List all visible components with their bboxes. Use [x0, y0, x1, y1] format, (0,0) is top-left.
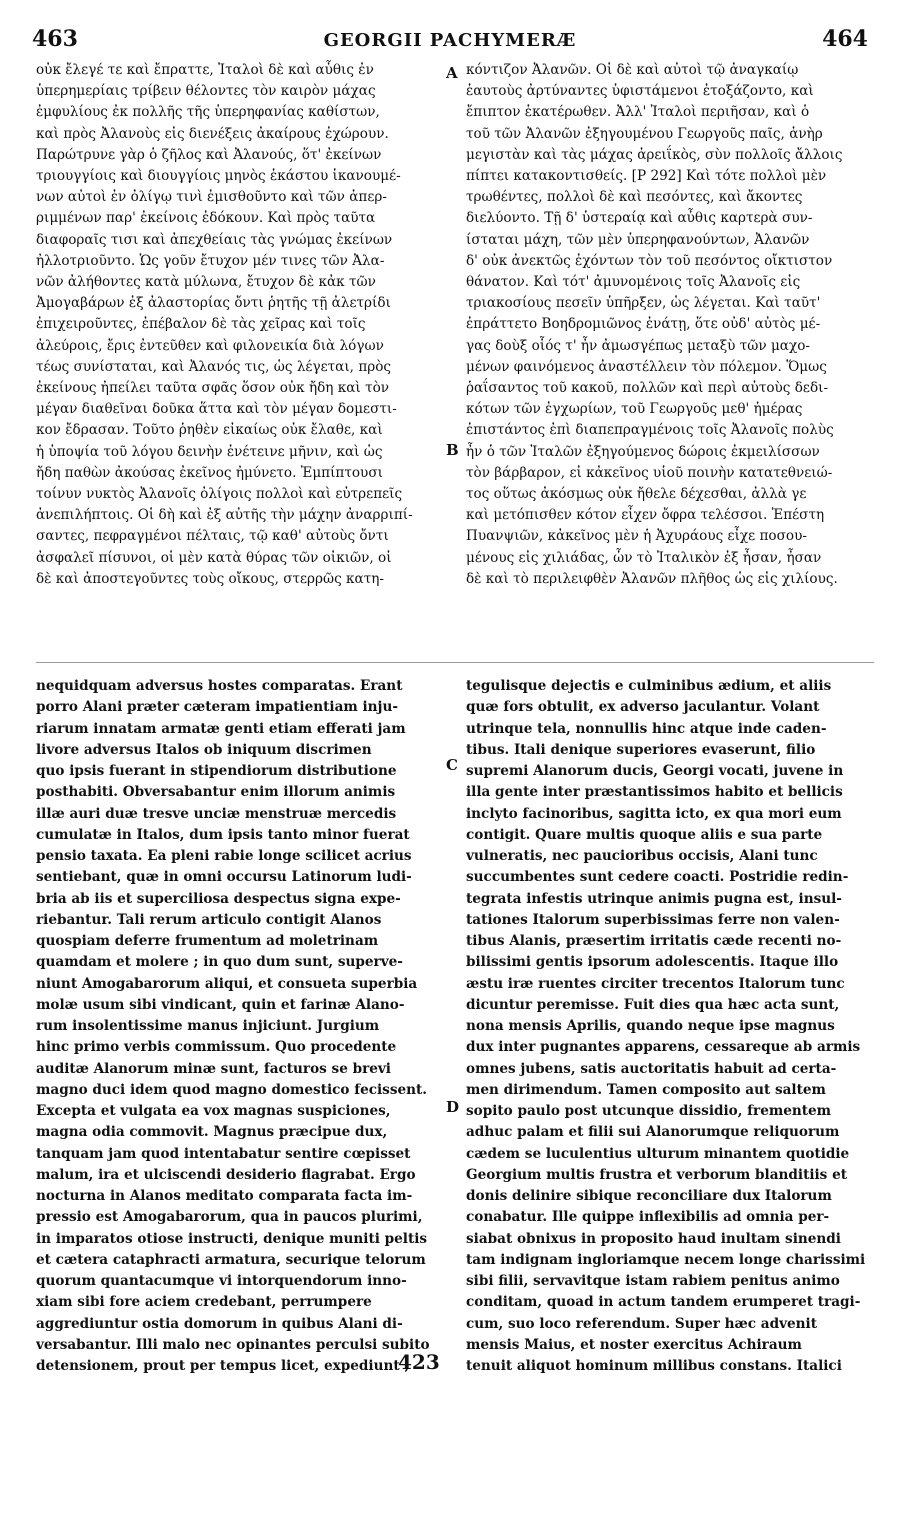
- text-line: δὲ καὶ ἀποστεγοῦντες τοὺς οἴκους, στερρῶς κατη-: [36, 570, 384, 587]
- text-line: vulneratis, nec paucioribus occisis, Alani tunc: [466, 848, 818, 864]
- text-line: omnes jubens, satis auctoritatis habuit ad certa-: [466, 1060, 837, 1077]
- text-line: æstu iræ ruentes circiter trecentos Italorum tunc: [466, 975, 845, 992]
- section-marker-d: D: [446, 1098, 460, 1116]
- text-line: versabantur. Illi malo nec opinantes perculsi subito: [36, 1336, 430, 1353]
- text-line: tam indignam ingloriamque necem longe charissimi: [466, 1251, 866, 1268]
- text-line: sibi filii, servavitque istam rabiem penitus animo: [466, 1273, 840, 1289]
- text-line: utrinque tela, nonnullis hinc atque inde caden-: [466, 720, 827, 737]
- text-line: ἤδη παθὼν ἀκούσας ἐκεῖνος ἠμύνετο. Ἐμπίπτουσι: [36, 464, 383, 481]
- section-marker-a: A: [446, 64, 458, 82]
- text-line: κον ἔδρασαν. Τοῦτο ῥηθὲν εἰκαίως οὐκ ἔλαθε, καὶ: [36, 422, 383, 439]
- page-number-right: 464: [822, 26, 868, 52]
- text-line: τοίνυν νυκτὸς Ἀλανοῖς ὀλίγοις πολλοὶ καὶ εὐτρεπεῖς: [36, 486, 403, 503]
- text-line: ἐπράττετο Βοηδρομιῶνος ἐνάτῃ, ὅτε οὐδ' αὐτὸς μέ-: [466, 316, 821, 333]
- text-line: livore adversus Italos ob iniquum discrimen: [36, 741, 372, 758]
- text-line: πίπτει κατακοντισθείς. [P 292] Καὶ τότε πολλοὶ μὲν: [466, 168, 827, 185]
- text-line: tegulisque dejectis e culminibus ædium, et aliis: [466, 678, 832, 694]
- text-line: sopito paulo post utcunque dissidio, frementem: [466, 1103, 832, 1119]
- text-line: rum insolentissime manus injiciunt. Jurgium: [36, 1018, 380, 1034]
- text-line: nona mensis Aprilis, quando neque ipse magnus: [466, 1018, 835, 1034]
- text-line: riebantur. Tali rerum articulo contigit Alanos: [36, 911, 382, 928]
- text-line: conditam, quoad in actum tandem erumperet tragi-: [466, 1294, 861, 1311]
- text-line: ῥαΐσαντος τοῦ κακοῦ, πολλῶν καὶ περὶ αὐτοὺς δεδι-: [466, 380, 829, 397]
- text-line: Παρώτρυνε γὰρ ὁ ζῆλος καὶ Ἀλανούς, ὅτ' ἐκείνων: [36, 146, 382, 163]
- greek-text-right-column: [466, 60, 874, 650]
- text-line: xiam sibi fore aciem credebant, perrumpere: [36, 1294, 372, 1311]
- text-line: riarum innatam armatæ genti etiam efferati jam: [36, 720, 406, 737]
- text-line: pensio taxata. Ea pleni rabie longe scilicet acrius: [36, 848, 412, 864]
- text-line: magno duci idem quod magno domestico fecissent.: [36, 1081, 428, 1098]
- text-line: ἡ ὑποψία τοῦ λόγου δεινὴν ἐνέτεινε μῆνιν, καὶ ὡς: [36, 443, 383, 460]
- text-line: porro Alani præter cæteram impatientiam inju-: [36, 699, 398, 716]
- text-line: Ἀμογαβάρων ἐξ ἀλαστορίας ὄντι ῥητῆς τῇ ἀλετρίδι: [36, 295, 391, 312]
- text-line: τριουγγίοις καὶ διουγγίοις μηνὸς ἑκάστου ἱκανουμέ-: [36, 168, 401, 185]
- text-line: et cætera cataphracti armatura, securique telorum: [36, 1251, 426, 1268]
- text-line: τέως συνίσταται, καὶ Ἀλανός τις, ὡς λέγεται, πρὸς: [36, 358, 392, 375]
- text-line: cumulatæ in Italos, dum ipsis tanto minor fuerat: [36, 826, 410, 843]
- text-line: ἐπιχειροῦντες, ἐπέβαλον δὲ τὰς χεῖρας καὶ τοῖς: [36, 316, 366, 333]
- text-line: σαντες, πεφραγμένοι πέλταις, τῷ καθ' αὐτοὺς ὄντι: [36, 528, 389, 545]
- greek-text-left-column: [36, 60, 444, 650]
- text-line: Excepta et vulgata ea vox magnas suspiciones,: [36, 1103, 391, 1119]
- text-line: quamdam et molere ; in quo dum sunt, superve-: [36, 954, 403, 971]
- text-line: τὸν βάρβαρον, εἰ κἀκεῖνος υἱοῦ ποινὴν κατατεθνειώ-: [466, 464, 833, 481]
- text-line: ἑαυτοὺς ἀρτύναντες ὑφιστάμενοι ἐτοξάζοντο, καὶ: [466, 83, 814, 100]
- text-line: dux inter pugnantes apparens, cessareque ab armis: [466, 1039, 861, 1056]
- text-line: tegrata infestis utrinque animis pugna est, insul-: [466, 890, 842, 907]
- text-line: tenuit aliquot hominum millibus constans. Italici: [466, 1358, 842, 1374]
- text-line: νων αὐτοὶ ἐν ὀλίγῳ τινὶ ἐμισθοῦντο καὶ τῶν ἀπερ-: [36, 189, 387, 206]
- running-header: [32, 26, 868, 56]
- text-line: ἐμφυλίους ἐκ πολλῆς τῆς ὑπερηφανίας καθίστων,: [36, 104, 380, 121]
- text-line: nocturna in Alanos meditato comparata facta im-: [36, 1188, 413, 1204]
- text-line: τριακοσίους πεσεῖν ὑπῆρξεν, ὡς λέγεται. Καὶ ταῦτ': [466, 295, 821, 312]
- text-line: siabat obnixus in proposito haud inultam sinendi: [466, 1230, 841, 1247]
- section-marker-b: B: [446, 441, 459, 459]
- section-marker-c: C: [446, 756, 458, 774]
- text-line: magna odia commovit. Magnus præcipue dux,: [36, 1124, 388, 1141]
- text-line: inclyto facinoribus, sagitta icto, ex qua mori eum: [466, 805, 842, 822]
- margin-page-reference: 423: [398, 1350, 440, 1374]
- text-line: ἐπιστάντος ἐπὶ διαπεπραγμένοις τοῖς Ἀλανοῖς πολὺς: [466, 422, 834, 439]
- text-line: τος οὕτως ἀκόσμως οὐκ ἤθελε δέχεσθαι, ἀλλὰ γε: [466, 486, 807, 503]
- text-line: auditæ Alanorum minæ sunt, facturos se brevi: [36, 1060, 391, 1077]
- text-line: tationes Italorum superbissimas ferre non valen-: [466, 911, 840, 928]
- text-line: τοῦ τῶν Ἀλανῶν ἐξηγουμένου Γεωργοῦς παῖς, ἀνὴρ: [466, 125, 823, 142]
- text-line: μέγαν διαθεῖναι δοῦκα ἅττα καὶ τὸν μέγαν δομεστι-: [36, 401, 397, 418]
- text-line: γας δοὺξ οἷός τ' ἦν ἀμωσγέπως μεταξὺ τῶν μαχο-: [466, 337, 810, 354]
- text-line: ἀνεπιλήπτοις. Οἱ δὴ καὶ ἐξ αὐτῆς τὴν μάχην ἀναρριπί-: [36, 507, 413, 524]
- text-line: molæ usum sibi vindicant, quin et farinæ Alano-: [36, 996, 405, 1013]
- text-line: τρωθέντες, πολλοὶ δὲ καὶ πεσόντες, καὶ ἄκοντες: [466, 189, 803, 206]
- text-line: illa gente inter præstantissimos habito et bellicis: [466, 784, 843, 801]
- text-line: bilissimi gentis ipsorum adolescentis. Itaque illo: [466, 954, 839, 971]
- text-line: niunt Amogabarorum aliqui, et consueta superbia: [36, 975, 418, 992]
- text-line: adhuc palam et filii sui Alanorumque reliquorum: [466, 1124, 840, 1141]
- text-line: aggrediuntur ostia domorum in quibus Alani di-: [36, 1315, 403, 1332]
- text-line: μένους εἰς χιλιάδας, ὧν τὸ Ἰταλικὸν ἐξ ἦσαν, ἦσαν: [466, 549, 822, 566]
- text-line: δὲ καὶ τὸ περιλειφθὲν Ἀλανῶν πλῆθος ὡς εἰς χιλίους.: [466, 570, 838, 587]
- text-line: men dirimendum. Tamen composito aut saltem: [466, 1081, 826, 1098]
- text-line: tibus Alanis, præsertim irritatis cæde recenti no-: [466, 933, 842, 949]
- text-line: contigit. Quare multis quoque aliis e sua parte: [466, 826, 823, 843]
- text-line: quorum quantacumque vi intorquendorum inno-: [36, 1273, 407, 1289]
- latin-text-left-column: [36, 676, 444, 1496]
- text-line: καὶ πρὸς Ἀλανοὺς εἰς διενέξεις ἀκαίρους ἐχώρουν.: [36, 125, 389, 142]
- text-line: malum, ira et ulciscendi desiderio flagrabat. Ergo: [36, 1166, 416, 1183]
- text-line: κότων τῶν ἐγχωρίων, τοῦ Γεωργοῦς μεθ' ἡμέρας: [466, 401, 803, 418]
- text-line: ἀλεύροις, ἔρις ἐντεῦθεν καὶ φιλονεικία διὰ λόγων: [36, 337, 384, 354]
- text-line: μεγιστὰν καὶ τὰς μάχας ἀρειΐκὸς, σὺν πολλοῖς ἄλλοις: [466, 146, 843, 163]
- text-line: conabatur. Ille quippe inflexibilis ad omnia per-: [466, 1209, 830, 1226]
- running-title: GEORGII PACHYMERÆ: [323, 30, 577, 51]
- text-line: ίσταται μάχη, τῶν μὲν ὑπερηφανούντων, Ἀλανῶν: [466, 231, 810, 248]
- text-line: illæ auri duæ tresve unciæ menstruæ mercedis: [36, 805, 397, 822]
- text-line: detensionem, prout per tempus licet, expediunt ;: [36, 1358, 410, 1374]
- page-number-left: 463: [32, 26, 78, 52]
- latin-text-right-column: [466, 676, 874, 1496]
- text-line: Πυανψιῶν, κἀκεῖνος μὲν ἡ Ἀχυράους εἶχε ποσου-: [466, 528, 807, 545]
- text-line: ἠλλοτριοῦντο. Ὡς γοῦν ἔτυχον μέν τινες τῶν Ἀλα-: [36, 252, 385, 269]
- text-line: οὐκ ἔλεγέ τε καὶ ἔπραττε, Ἰταλοὶ δὲ καὶ αὖθις ἐν: [36, 62, 374, 78]
- text-line: nequidquam adversus hostes comparatas. Erant: [36, 678, 403, 694]
- text-line: sentiebant, quæ in omni occursu Latinorum ludi-: [36, 869, 412, 886]
- text-line: succumbentes sunt cedere coacti. Postridie redin-: [466, 869, 849, 886]
- text-line: quo ipsis fuerant in stipendiorum distributione: [36, 763, 397, 779]
- text-line: tanquam jam quod intentabatur sentire cœpisset: [36, 1145, 411, 1162]
- text-line: ριμμένων παρ' ἐκείνοις ἐδόκουν. Καὶ πρὸς ταῦτα: [36, 210, 376, 227]
- text-line: dicuntur peremisse. Fuit dies qua hæc acta sunt,: [466, 996, 840, 1013]
- text-line: cum, suo loco referendum. Super hæc advenit: [466, 1315, 817, 1332]
- text-line: ὑπερημερίαις τρίβειν θέλοντες τὸν καιρὸν μάχας: [36, 83, 376, 100]
- text-line: bria ab iis et superciliosa despectus signa expe-: [36, 890, 401, 907]
- text-line: tibus. Itali denique superiores evaserunt, filio: [466, 741, 816, 758]
- text-line: ἐκείνους ἠπείλει ταῦτα σφᾶς ὅσον οὐκ ἤδη καὶ τὸν: [36, 380, 390, 397]
- text-line: διελύοντο. Τῇ δ' ὑστεραίᾳ καὶ αὖθις καρτερὰ συν-: [466, 210, 813, 227]
- text-line: donis delinire sibique reconciliare dux Italorum: [466, 1188, 832, 1204]
- text-line: supremi Alanorum ducis, Georgi vocati, juvene in: [466, 763, 844, 779]
- text-line: pressio est Amogabarorum, qua in paucos plurimi,: [36, 1209, 423, 1226]
- section-divider: [36, 662, 874, 663]
- text-line: Georgium multis frustra et verborum blanditiis et: [466, 1166, 847, 1183]
- text-line: ἀσφαλεῖ πίσυνοι, οἱ μὲν κατὰ θύρας τῶν οἰκιῶν, οἱ: [36, 549, 392, 566]
- text-line: cædem se luculentius ulturum minantem quotidie: [466, 1145, 850, 1162]
- text-line: hinc primo verbis commissum. Quo procedente: [36, 1039, 397, 1056]
- text-line: ἔπιπτον ἑκατέρωθεν. Ἀλλ' Ἰταλοὶ περιῆσαν, καὶ ὁ: [466, 104, 810, 121]
- text-line: μένων φαινόμενος ἀναστέλλειν τὸν πόλεμον. Ὅμως: [466, 358, 827, 375]
- text-line: κόντιζον Ἀλανῶν. Οἱ δὲ καὶ αὐτοὶ τῷ ἀναγκαίῳ: [466, 62, 799, 78]
- text-line: καὶ μετόπισθεν κότον εἶχεν ὄφρα τελέσσοι. Ἐπέστη: [466, 507, 825, 524]
- text-line: θάνατον. Καὶ τότ' ἀμυνομένοις τοῖς Ἀλανοῖς εἰς: [466, 274, 801, 291]
- text-line: quæ fors obtulit, ex adverso jaculantur. Volant: [466, 699, 820, 716]
- text-line: δ' οὐκ ἀνεκτῶς ἐχόντων τὸν τοῦ πεσόντος οἴκτιστον: [466, 252, 833, 269]
- text-line: ἦν ὁ τῶν Ἰταλῶν ἐξηγούμενος δώροις ἐκμειλίσσων: [466, 443, 820, 460]
- text-line: posthabiti. Obversabantur enim illorum animis: [36, 784, 396, 801]
- text-line: mensis Maius, et noster exercitus Achiraum: [466, 1336, 802, 1353]
- text-line: διαφοραῖς τισι καὶ ἀπεχθείαις τὰς γνώμας ἐκείνων: [36, 231, 393, 248]
- text-line: quospiam deferre frumentum ad moletrinam: [36, 933, 379, 949]
- text-line: in imparatos otiose instructi, denique muniti peltis: [36, 1230, 428, 1247]
- text-line: νῶν ἀλήθοντες κατὰ μύλωνα, ἔτυχον δὲ κἀκ τῶν: [36, 274, 376, 291]
